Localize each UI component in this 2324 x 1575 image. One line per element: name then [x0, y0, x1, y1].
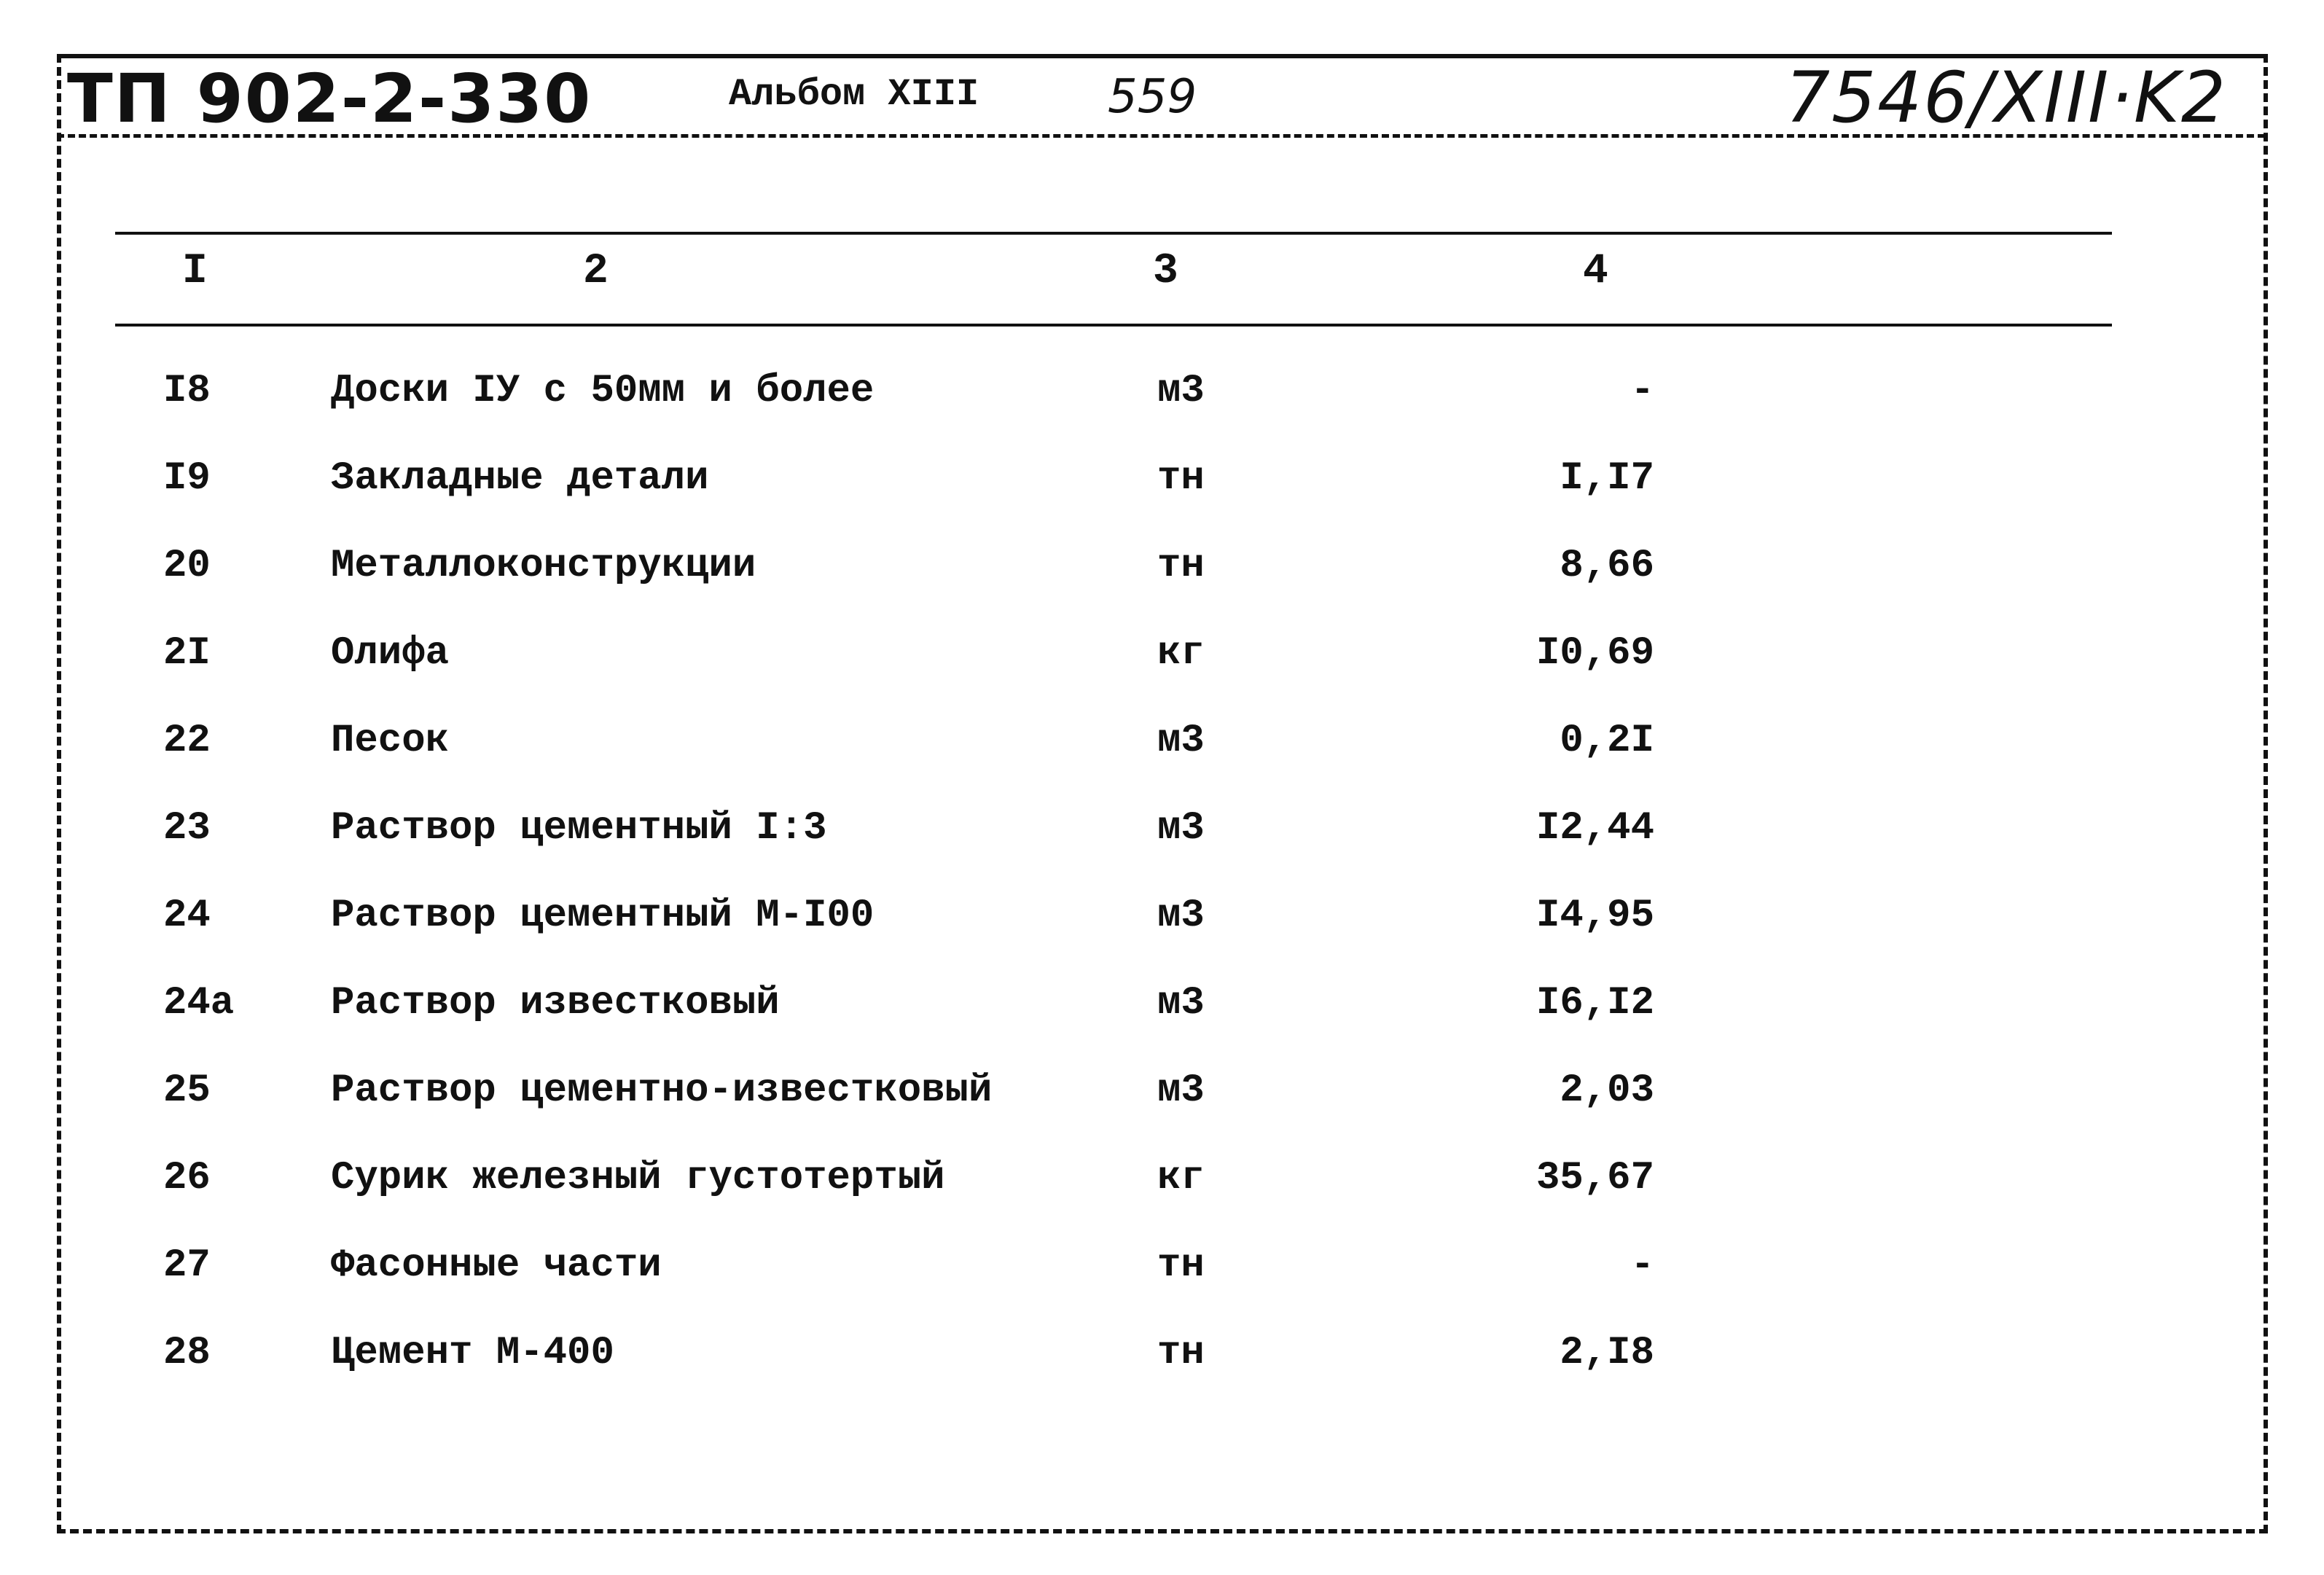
column-header-3: 3	[1153, 248, 1178, 295]
material-name: Закладные детали	[331, 456, 709, 501]
title-block	[0, 0, 2324, 146]
material-name: Раствор известковый	[331, 981, 780, 1025]
column-header-2: 2	[583, 248, 609, 295]
quantity: 0,2I	[1560, 719, 1654, 763]
quantity: 2,03	[1560, 1068, 1654, 1113]
quantity: I2,44	[1535, 806, 1654, 851]
material-name: Раствор цементный М-I00	[331, 894, 875, 938]
unit: тн	[1157, 544, 1205, 588]
row-number: 24а	[163, 981, 235, 1025]
row-number: 23	[163, 806, 211, 851]
table-row	[0, 1068, 2324, 1149]
quantity: I,I7	[1560, 456, 1654, 501]
unit: м3	[1157, 894, 1205, 938]
row-number: 24	[163, 894, 211, 938]
sheet-code: 7546/XIII·K2	[1785, 57, 2227, 138]
table-header-rule	[115, 324, 2112, 327]
material-name: Доски IУ с 50мм и более	[331, 369, 875, 413]
unit: м3	[1157, 981, 1205, 1025]
column-header-4: 4	[1583, 248, 1608, 295]
quantity: I4,95	[1535, 894, 1654, 938]
row-number: 20	[163, 544, 211, 588]
table-row	[0, 1331, 2324, 1411]
row-number: 22	[163, 719, 211, 763]
column-header-1: I	[182, 248, 208, 295]
material-name: Сурик железный густотертый	[331, 1156, 945, 1200]
unit: тн	[1157, 1243, 1205, 1288]
material-name: Олифа	[331, 631, 450, 676]
unit: м3	[1157, 719, 1205, 763]
row-number: 28	[163, 1331, 211, 1375]
table-row	[0, 631, 2324, 711]
unit: тн	[1157, 456, 1205, 501]
quantity: I6,I2	[1535, 981, 1654, 1025]
row-number: 25	[163, 1068, 211, 1113]
material-name: Фасонные части	[331, 1243, 662, 1288]
table-top-rule	[115, 232, 2112, 235]
material-name: Цемент М-400	[331, 1331, 614, 1375]
page-number: 559	[1108, 70, 1197, 124]
unit: кг	[1157, 1156, 1205, 1200]
row-number: 27	[163, 1243, 211, 1288]
row-number: I9	[163, 456, 211, 501]
table-row	[0, 981, 2324, 1061]
quantity: 35,67	[1535, 1156, 1654, 1200]
quantity: 2,I8	[1560, 1331, 1654, 1375]
unit: тн	[1157, 1331, 1205, 1375]
material-name: Раствор цементный I:3	[331, 806, 827, 851]
unit: м3	[1157, 369, 1205, 413]
unit: м3	[1157, 1068, 1205, 1113]
material-name: Металлоконструкции	[331, 544, 756, 588]
quantity: -	[1630, 369, 1654, 413]
table-row	[0, 456, 2324, 536]
material-name: Песок	[331, 719, 450, 763]
row-number: 2I	[163, 631, 211, 676]
quantity: I0,69	[1535, 631, 1654, 676]
table-row	[0, 1156, 2324, 1236]
document-number: ТП 902-2-330	[67, 60, 592, 138]
table-row	[0, 544, 2324, 624]
unit: м3	[1157, 806, 1205, 851]
album-label: Альбом XIII	[729, 73, 979, 116]
unit: кг	[1157, 631, 1205, 676]
row-number: I8	[163, 369, 211, 413]
header-divider	[57, 134, 2265, 138]
quantity: 8,66	[1560, 544, 1654, 588]
table-row	[0, 806, 2324, 886]
table-row	[0, 719, 2324, 799]
material-name: Раствор цементно-известковый	[331, 1068, 993, 1113]
row-number: 26	[163, 1156, 211, 1200]
quantity: -	[1630, 1243, 1654, 1288]
table-row	[0, 894, 2324, 974]
table-row	[0, 369, 2324, 449]
table-row	[0, 1243, 2324, 1324]
